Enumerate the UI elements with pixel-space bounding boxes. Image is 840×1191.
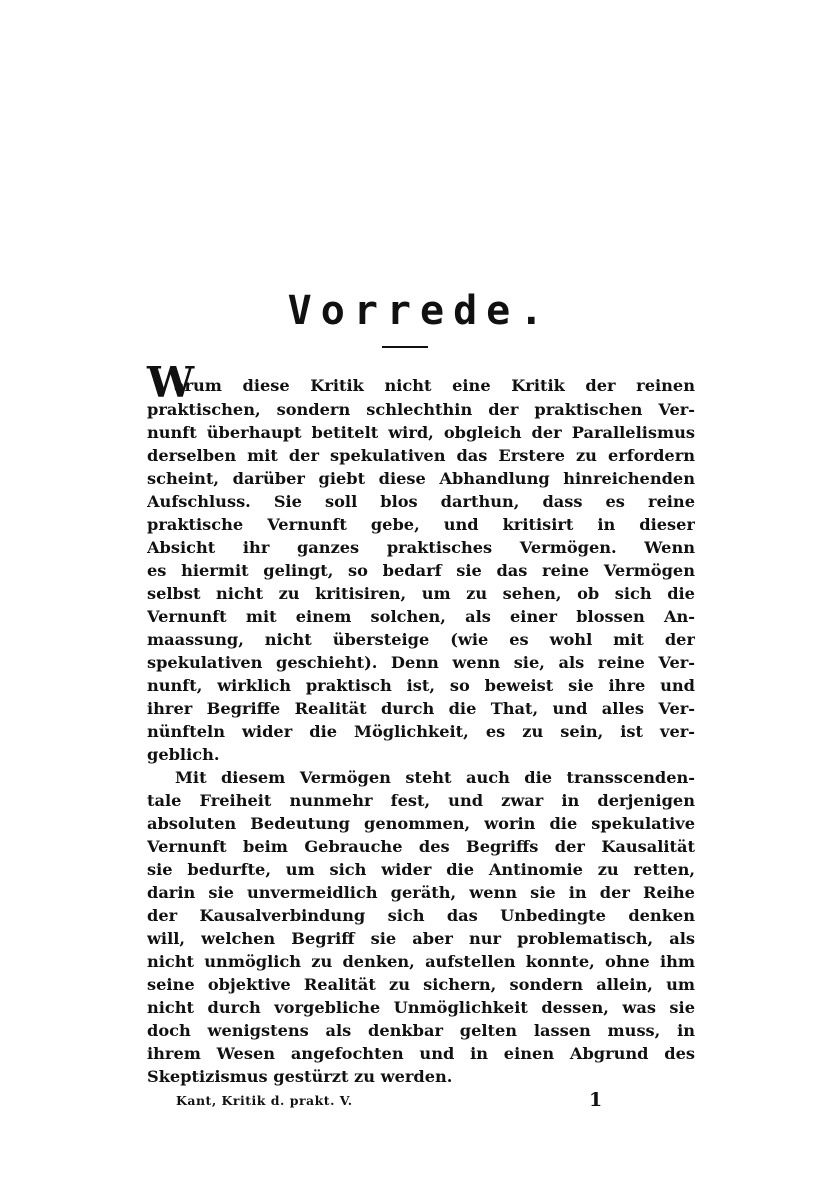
- text-line: doch wenigstens als denkbar gelten lassen muss, in: [147, 1021, 695, 1040]
- text-line: Skeptizismus gestürzt zu werden.: [147, 1067, 453, 1086]
- text-line: derselben mit der spekulativen das Erstere zu erfordern: [147, 446, 695, 465]
- text-line: spekulativen geschieht). Denn wenn sie, als reine Ver-: [147, 653, 695, 672]
- title-rule: [382, 346, 428, 348]
- page-title: Vorrede.: [287, 288, 553, 334]
- text-line: darin sie unvermeidlich geräth, wenn sie in der Reihe: [147, 883, 695, 902]
- text-line: scheint, darüber giebt diese Abhandlung hinreichenden: [147, 469, 695, 488]
- text-line: sie bedurfte, um sich wider die Antinomie zu retten,: [147, 860, 695, 879]
- text-line: nunft überhaupt betitelt wird, obgleich der Parallelismus: [147, 423, 695, 442]
- text-line: tale Freiheit nunmehr fest, und zwar in derjenigen: [147, 791, 695, 810]
- text-line: ihrem Wesen angefochten und in einen Abgrund des: [147, 1044, 695, 1063]
- text-line: selbst nicht zu kritisiren, um zu sehen, ob sich die: [147, 584, 695, 603]
- text-line: der Kausalverbindung sich das Unbedingte denken: [147, 906, 695, 925]
- text-line: Absicht ihr ganzes praktisches Vermögen. Wenn: [147, 538, 695, 557]
- page-number: 1: [589, 1089, 603, 1111]
- text-line: maassung, nicht übersteige (wie es wohl mit der: [147, 630, 695, 649]
- text-line: absoluten Bedeutung genommen, worin die spekulative: [147, 814, 695, 833]
- text-line: nünfteln wider die Möglichkeit, es zu sein, ist ver-: [147, 722, 695, 741]
- text-line: Aufschluss. Sie soll blos darthun, dass es reine: [147, 492, 695, 511]
- text-line: nicht durch vorgebliche Unmöglichkeit dessen, was sie: [147, 998, 695, 1017]
- text-line: Vernunft beim Gebrauche des Begriffs der Kausalität: [147, 837, 695, 856]
- text-line: seine objektive Realität zu sichern, sondern allein, um: [147, 975, 695, 994]
- drop-initial: W: [147, 358, 195, 407]
- text-line: Mit diesem Vermögen steht auch die transscenden-: [175, 768, 695, 787]
- text-line: arum diese Kritik nicht eine Kritik der reinen: [174, 376, 695, 395]
- text-line: praktischen, sondern schlechthin der praktischen Ver-: [147, 400, 695, 419]
- signature-mark: Kant, Kritik d. prakt. V.: [176, 1093, 353, 1108]
- text-line: es hiermit gelingt, so bedarf sie das reine Vermögen: [147, 561, 695, 580]
- text-line: Vernunft mit einem solchen, als einer blossen An-: [147, 607, 695, 626]
- text-line: ihrer Begriffe Realität durch die That, und alles Ver-: [147, 699, 695, 718]
- text-line: nicht unmöglich zu denken, aufstellen konnte, ohne ihm: [147, 952, 695, 971]
- text-line: geblich.: [147, 745, 220, 764]
- text-line: will, welchen Begriff sie aber nur problematisch, als: [147, 929, 695, 948]
- text-line: praktische Vernunft gebe, und kritisirt in dieser: [147, 515, 695, 534]
- text-line: nunft, wirklich praktisch ist, so beweist sie ihre und: [147, 676, 695, 695]
